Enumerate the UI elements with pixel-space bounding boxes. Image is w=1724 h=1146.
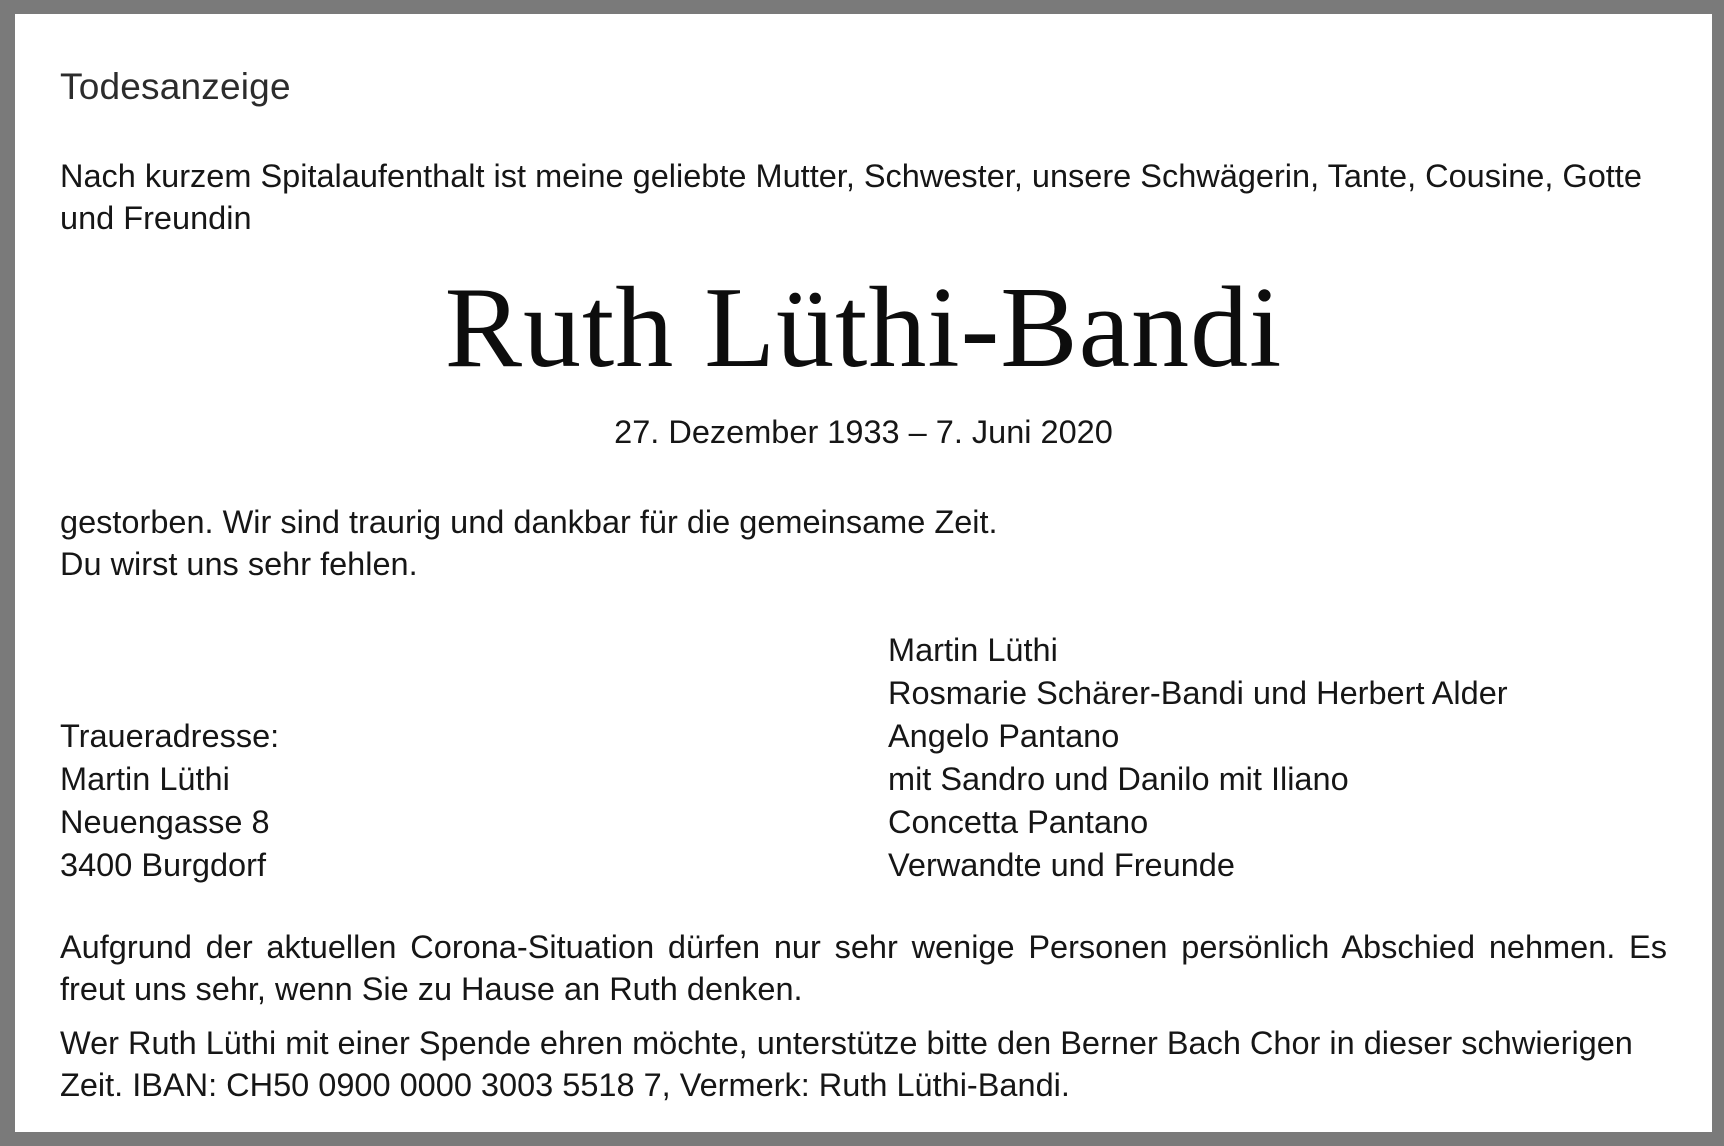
deceased-name: Ruth Lüthi-Bandi [444, 264, 1283, 392]
intro-text: Nach kurzem Spitalaufenthalt ist meine geliebte Mutter, Schwester, unsere Schwägerin, Tante, Cousine, Gotte und Freundin [60, 158, 1642, 236]
mourner-line: mit Sandro und Danilo mit Iliano [888, 761, 1349, 797]
address-street: Neuengasse 8 [60, 804, 270, 840]
mourning-line: Du wirst uns sehr fehlen. [60, 546, 418, 582]
mourner-line: Verwandte und Freunde [888, 847, 1235, 883]
corona-notice: Aufgrund der aktuellen Corona-Situation dürfen nur sehr wenige Personen persönlich Abschied nehmen. Es freut uns sehr, wenn Sie zu Hause an Ruth denken. [60, 929, 1667, 1007]
address-name: Martin Lüthi [60, 761, 230, 797]
donation-notice: Wer Ruth Lüthi mit einer Spende ehren möchte, unterstütze bitte den Berner Bach Chor in dieser schwierigen Zeit. IBAN: CH50 0900 0000 3003 5518 7, Vermerk: Ruth Lüthi-Bandi. [60, 1025, 1633, 1103]
mourner-line: Concetta Pantano [888, 804, 1149, 840]
obituary-page [15, 14, 1712, 1132]
mourner-line: Rosmarie Schärer-Bandi und Herbert Alder [888, 675, 1508, 711]
mourning-line: gestorben. Wir sind traurig und dankbar für die gemeinsame Zeit. [60, 504, 998, 540]
notice-label: Todesanzeige [60, 66, 291, 107]
mourning-text [60, 501, 1667, 585]
life-dates: 27. Dezember 1933 – 7. Juni 2020 [614, 414, 1113, 450]
mourner-line: Angelo Pantano [888, 718, 1120, 754]
address-heading: Traueradresse: [60, 718, 280, 754]
mourning-address [60, 715, 279, 887]
mourner-line: Martin Lüthi [888, 632, 1058, 668]
address-city: 3400 Burgdorf [60, 847, 266, 883]
mourners-list [888, 629, 1508, 887]
